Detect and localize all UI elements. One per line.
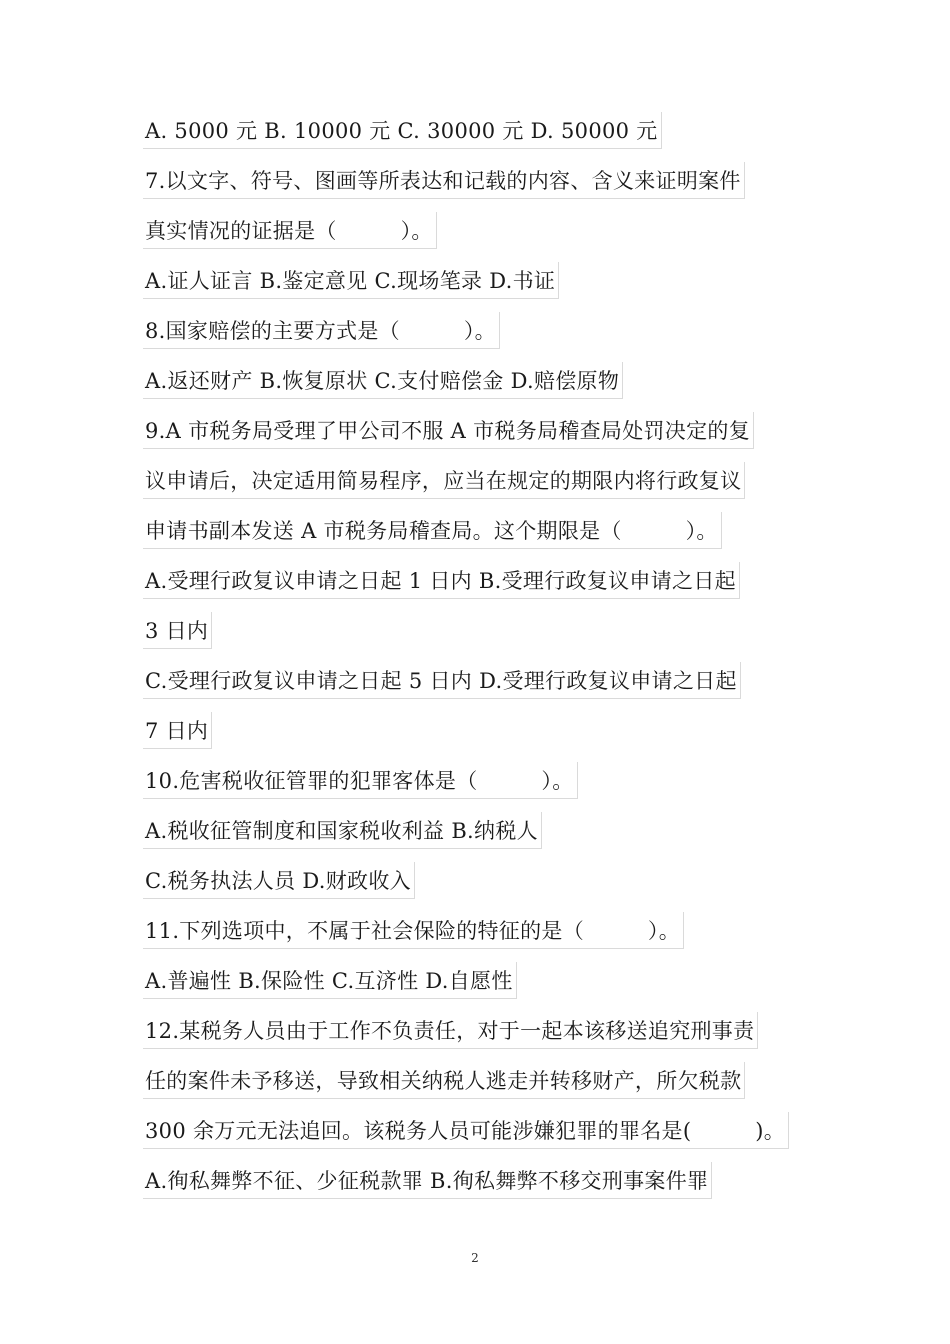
text-line (143, 412, 823, 462)
text-line (143, 462, 823, 512)
line-text: C.税务执法人员 D.财政收入 (143, 862, 415, 899)
line-text: A.普遍性 B.保险性 C.互济性 D.自愿性 (143, 962, 517, 999)
text-line (143, 812, 823, 862)
line-text: 8.国家赔偿的主要方式是（ ）。 (143, 312, 500, 349)
line-text: A.税收征管制度和国家税收利益 B.纳税人 (143, 812, 542, 849)
text-line (143, 1112, 823, 1162)
line-text: 10.危害税收征管罪的犯罪客体是（ ）。 (143, 762, 578, 799)
text-line (143, 212, 823, 262)
text-line (143, 912, 823, 962)
text-line (143, 262, 823, 312)
text-line (143, 762, 823, 812)
text-line (143, 712, 823, 762)
text-line (143, 962, 823, 1012)
line-text: 9.A 市税务局受理了甲公司不服 A 市税务局稽查局处罚决定的复 (143, 412, 754, 449)
text-line (143, 662, 823, 712)
line-text: C.受理行政复议申请之日起 5 日内 D.受理行政复议申请之日起 (143, 662, 741, 699)
line-text: 300 余万元无法追回。该税务人员可能涉嫌犯罪的罪名是( )。 (143, 1112, 789, 1149)
question-list (143, 112, 823, 1212)
line-text: A.徇私舞弊不征、少征税款罪 B.徇私舞弊不移交刑事案件罪 (143, 1162, 712, 1199)
text-line (143, 512, 823, 562)
line-text: 11.下列选项中，不属于社会保险的特征的是（ ）。 (143, 912, 684, 949)
line-text: 申请书副本发送 A 市税务局稽查局。这个期限是（ ）。 (143, 512, 722, 549)
line-text: A. 5000 元 B. 10000 元 C. 30000 元 D. 50000 元 (143, 112, 662, 149)
line-text: 7 日内 (143, 712, 212, 749)
line-text: 3 日内 (143, 612, 212, 649)
page-number: 2 (471, 1251, 479, 1265)
text-line (143, 162, 823, 212)
line-text: 12.某税务人员由于工作不负责任，对于一起本该移送追究刑事责 (143, 1012, 758, 1049)
line-text: A.返还财产 B.恢复原状 C.支付赔偿金 D.赔偿原物 (143, 362, 623, 399)
line-text: A.受理行政复议申请之日起 1 日内 B.受理行政复议申请之日起 (143, 562, 740, 599)
text-line (143, 562, 823, 612)
line-text: 7.以文字、符号、图画等所表达和记载的内容、含义来证明案件 (143, 162, 745, 199)
text-line (143, 1062, 823, 1112)
line-text: 议申请后，决定适用简易程序，应当在规定的期限内将行政复议 (143, 462, 745, 499)
text-line (143, 612, 823, 662)
text-line (143, 112, 823, 162)
text-line (143, 1012, 823, 1062)
line-text: 任的案件未予移送，导致相关纳税人逃走并转移财产，所欠税款 (143, 1062, 745, 1099)
line-text: A.证人证言 B.鉴定意见 C.现场笔录 D.书证 (143, 262, 559, 299)
line-text: 真实情况的证据是（ ）。 (143, 212, 437, 249)
text-line (143, 362, 823, 412)
text-line (143, 1162, 823, 1212)
text-line (143, 312, 823, 362)
text-line (143, 862, 823, 912)
